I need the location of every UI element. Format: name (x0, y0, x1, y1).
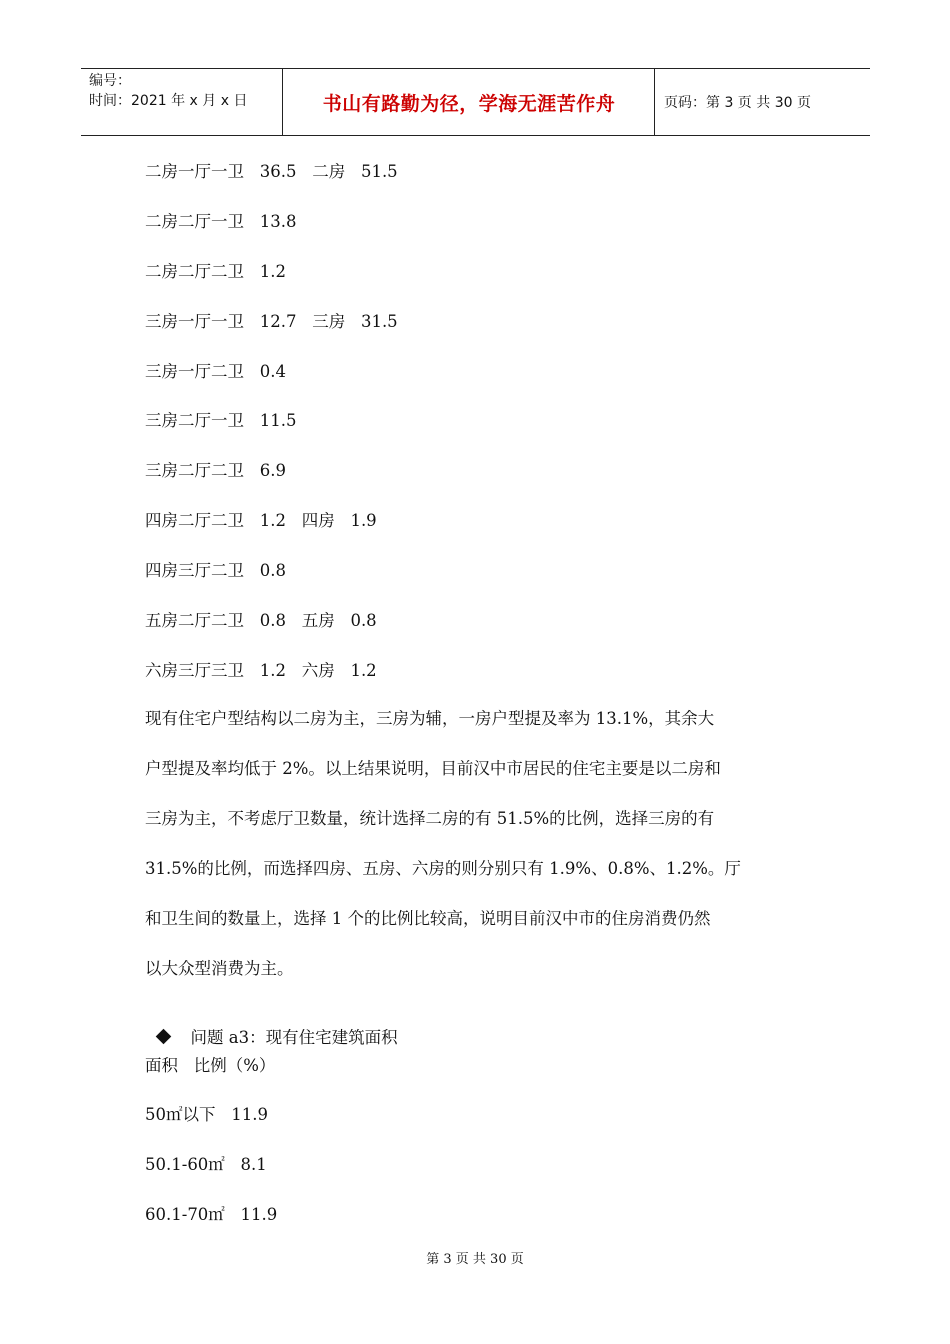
layout-row: 四房二厅二卫 1.2 四房 1.9 (145, 511, 377, 530)
summary-paragraph (145, 708, 815, 1008)
paragraph-line: 现有住宅户型结构以二房为主，三房为辅，一房户型提及率为 13.1%，其余大 (145, 709, 715, 728)
layout-row: 三房二厅一卫 11.5 (145, 411, 297, 430)
paragraph-line: 以大众型消费为主。 (145, 959, 294, 978)
area-row: 60.1-70㎡ 11.9 (145, 1205, 278, 1224)
layout-row: 四房三厅二卫 0.8 (145, 561, 286, 580)
page-header (81, 68, 870, 136)
header-page-info: 页码：第 3 页 共 30 页 (664, 95, 811, 111)
header-motto: 书山有路勤为径，学海无涯苦作舟 (322, 93, 616, 115)
document-date: 时间：2021 年 x 月 x 日 (89, 93, 248, 109)
layout-row: 二房二厅一卫 13.8 (145, 212, 297, 231)
area-row: 50㎡以下 11.9 (145, 1105, 268, 1124)
area-row: 50.1-60㎡ 8.1 (145, 1155, 267, 1174)
question-text: 问题 a3：现有住宅建筑面积 (190, 1028, 398, 1047)
layout-row: 五房二厅二卫 0.8 五房 0.8 (145, 611, 377, 630)
paragraph-line: 31.5%的比例，而选择四房、五房、六房的则分别只有 1.9%、0.8%、1.2%。厅 (145, 859, 741, 878)
layout-row: 二房一厅一卫 36.5 二房 51.5 (145, 162, 398, 181)
layout-row: 三房一厅一卫 12.7 三房 31.5 (145, 312, 398, 331)
layout-row: 三房一厅二卫 0.4 (145, 362, 286, 381)
diamond-bullet-icon (155, 1029, 171, 1045)
layout-row: 三房二厅二卫 6.9 (145, 461, 286, 480)
area-table-header: 面积 比例（%） (145, 1056, 276, 1075)
paragraph-line: 三房为主，不考虑厅卫数量，统计选择二房的有 51.5%的比例，选择三房的有 (145, 809, 715, 828)
header-divider (654, 69, 655, 135)
question-heading (145, 1005, 398, 1049)
document-number-label: 编号： (89, 73, 131, 89)
header-meta (89, 71, 247, 111)
layout-row: 六房三厅三卫 1.2 六房 1.2 (145, 661, 377, 680)
paragraph-line: 户型提及率均低于 2%。以上结果说明，目前汉中市居民的住宅主要是以二房和 (145, 759, 721, 778)
layout-row: 二房二厅二卫 1.2 (145, 262, 286, 281)
page-footer: 第 3 页 共 30 页 (426, 1252, 524, 1267)
paragraph-line: 和卫生间的数量上，选择 1 个的比例比较高，说明目前汉中市的住房消费仍然 (145, 909, 711, 928)
